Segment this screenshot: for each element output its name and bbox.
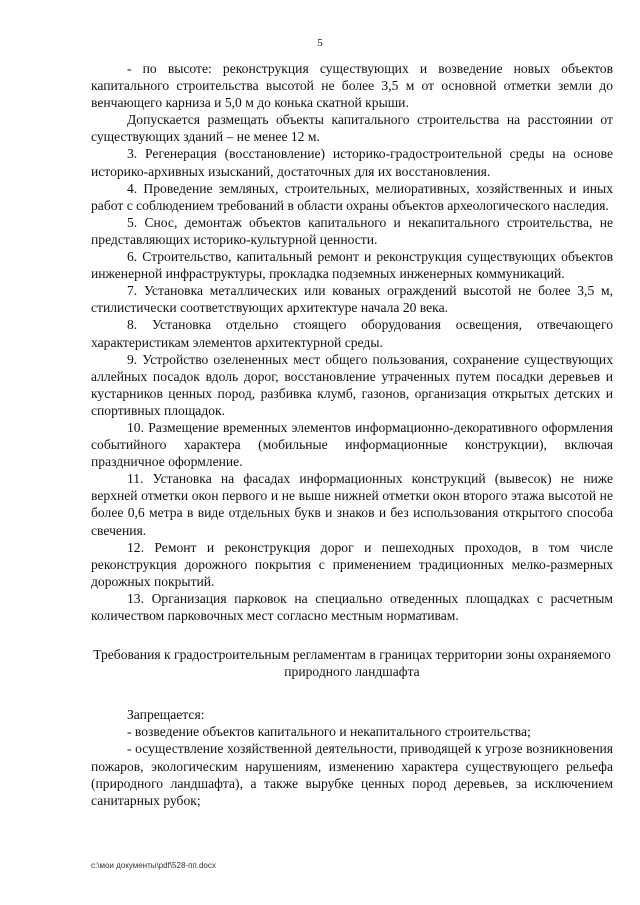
paragraph-height-limits: - по высоте: реконструкция существующих и возведение новых объектов капитального строительства высотой не более 3,5 м от основной отметки земли до венчающего карниза и 5,0 м до конька скатной крыши. [91,61,613,111]
paragraph-item-8: 8. Установка отдельно стоящего оборудования освещения, отвечающего характеристикам элементов архитектурной среды. [91,317,613,350]
section-title: Требования к градостроительным регламентам в границах территории зоны охраняемого природного ландшафта [93,647,611,680]
paragraph-item-10: 10. Размещение временных элементов информационно-декоративного оформления событийного характера (мобильные информационные конструкции), включая праздничное оформление. [91,419,613,470]
document-body [91,60,613,809]
paragraph-item-12: 12. Ремонт и реконструкция дорог и пешеходных проходов, в том числе реконструкция дорожного покрытия с применением традиционных мелко-размерных дорожных покрытий. [91,539,613,589]
prohibited-item-economic-activity: - осуществление хозяйственной деятельности, приводящей к угрозе возникновения пожаров, экологическим нарушениям, изменению характера существующего рельефа (природного ландшафта), а также вырубке ценных пород деревьев, за исключением санитарных рубок; [91,741,613,808]
prohibited-item-construction: - возведение объектов капитального и некапитального строительства; [127,724,531,740]
prohibited-heading: Запрещается: [127,707,205,723]
paragraph-item-4: 4. Проведение земляных, строительных, мелиоративных, хозяйственных и иных работ с соблюдением требований в области охраны объектов археологического наследия. [91,180,613,213]
paragraph-item-7: 7. Установка металлических или кованых ограждений высотой не более 3,5 м, стилистически соответствующих архитектуре начала 20 века. [91,283,613,316]
paragraph-item-6: 6. Строительство, капитальный ремонт и реконструкция существующих объектов инженерной инфраструктуры, прокладка подземных инженерных коммуникаций. [91,249,613,282]
paragraph-item-3: 3. Регенерация (восстановление) историко-градостроительной среды на основе историко-архивных изысканий, достаточных для их восстановления. [91,146,613,179]
paragraph-item-9: 9. Устройство озелененных мест общего пользования, сохранение существующих аллейных посадок вдоль дорог, восстановление утраченных путем посадки деревьев и кустарников ценных пород, разбивка клумб, газонов, организация открытых детских и спортивных площадок. [91,351,613,418]
paragraph-distance-allowance: Допускается размещать объекты капитального строительства на расстоянии от существующих зданий – не менее 12 м. [91,112,613,145]
page-number: 5 [317,37,323,49]
paragraph-item-11: 11. Установка на фасадах информационных конструкций (вывесок) не ниже верхней отметки окон первого и не выше нижней отметки окон второго этажа высотой не более 0,6 метра в виде отдельных букв и знаков и без использования открытого способа свечения. [91,471,613,538]
paragraph-item-5: 5. Снос, демонтаж объектов капитального и некапитального строительства, не представляющих историко-культурной ценности. [91,214,613,247]
paragraph-item-13: 13. Организация парковок на специально отведенных площадках с расчетным количеством парковочных мест согласно местным нормативам. [91,590,613,623]
footer-file-path: c:\мои документы\pdf\528-пп.docx [91,861,216,870]
